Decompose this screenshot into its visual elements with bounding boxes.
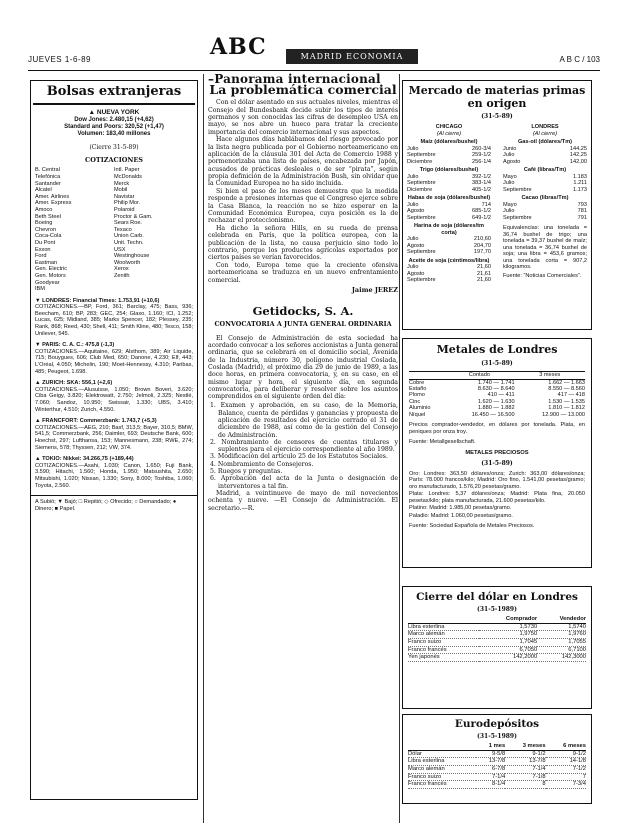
table-row <box>408 638 586 646</box>
ny-index-line: Standard and Poors: 320,52 (+1,47) <box>64 124 164 130</box>
london-block: ▼ LONDRES: Financial Times: 1.753,91 (+10,6) COTIZACIONES.—BP, Ford, 361; Barclay, 475; Bass, 936; Beecham, 610; BP, 283; GEC, 254; Glaxo, 1.160; ICI, 1.252; Lucas, 625; Midland, 385; Marks Spencer, 182; Plessey, 235; Rank, 868; Reed, 430; Shell, 411; Smith Kline, 480; Tesco, 158; Unilever, 545. <box>35 297 193 337</box>
table-header-row <box>408 743 586 750</box>
table-cell: Estaño <box>409 386 427 393</box>
ny-quotes-left <box>35 167 114 292</box>
commodity-price: 260-3/4 <box>472 145 491 152</box>
paladio-text: Paladio: Madrid: 1.060,00 pesetas/gramo. <box>409 512 513 519</box>
commodity-month: Mayo <box>503 173 517 180</box>
commodity-price: 685-1/2 <box>472 208 491 215</box>
quote-item: Navistar <box>114 193 135 200</box>
commodity-month: Septiembre <box>503 186 532 193</box>
quote-item: Philip Mor. <box>114 200 141 207</box>
table-header-cell: Contado <box>444 372 514 379</box>
table-cell: 1.740 — 1.741 <box>477 379 515 386</box>
notice-item: 1. Examen y aprobación, en su caso, de la Memoria, Balance, cuenta de pérdidas y ganancias y propuesta de aplicación de resultados del ejercicio cerrado el 31 de diciembre de 1988, así como de la gestión del Consejo de Administración. <box>210 402 398 439</box>
quote-item: Chevron <box>35 226 57 233</box>
table-cell: Cobre <box>409 379 425 386</box>
metales-source: Fuente: Metallgesellschaft. <box>409 439 476 446</box>
platino-text: Platino: Madrid: 1.985,00 pesetas/gramo. <box>409 505 512 512</box>
quote-item: Westinghouse <box>114 253 150 260</box>
chicago-sub: (Al cierre) <box>436 130 462 137</box>
commodity-price: 144,25 <box>569 145 587 152</box>
table-cell: 6,7100 <box>537 646 586 654</box>
quote-item: Gen. Electric <box>35 266 68 273</box>
table-cell: 9-1/2 <box>505 750 545 758</box>
table-cell: Plomo <box>409 392 425 399</box>
metales-table <box>409 371 585 418</box>
quote-item: Merck <box>114 180 130 187</box>
euro-date: (31-5-1989) <box>477 733 517 740</box>
materias-date: (31-5-89) <box>481 113 513 120</box>
commodity-month: Julio <box>407 201 419 208</box>
table-row <box>408 765 586 773</box>
table-cell: Marco alemán <box>408 765 476 773</box>
commodity-price: 259-1/2 <box>472 152 491 159</box>
materias-primas-box <box>402 80 592 330</box>
commodity-month: Diciembre <box>407 186 433 193</box>
bolsas-title: Bolsas extranjeras <box>46 84 182 99</box>
metales-note: Precios comprador-vendedor, en dólares por tonelada. Plata, en peniques por onza troy. <box>409 422 585 435</box>
notice-item: 5. Ruegos y preguntas. <box>210 468 283 476</box>
table-cell: 8-1/4 <box>476 781 505 789</box>
article-paragraph: Si bien el paso de los meses demuestra que la medida responde a presiones internas que el Congreso ejerce sobre la Casa Blanca, la reacción no se hizo esperar en la Comunidad Económica Europea, cuya posición es la de rechazar el proteccionismo. <box>208 187 398 225</box>
commodity-price: 1.211 <box>573 180 587 187</box>
article-signature: Jaime JEREZ <box>351 285 398 294</box>
commodity-row <box>407 187 491 194</box>
commodity-month: Septiembre <box>407 277 436 284</box>
commodity-price: 256-1/4 <box>472 158 491 165</box>
newspaper-logo: ABC <box>210 34 267 60</box>
table-cell: 1,9760 <box>537 631 586 639</box>
table-cell: 7-3/4 <box>546 781 586 789</box>
quote-item: Gen. Motors <box>35 272 66 279</box>
commodity-price: 21,60 <box>477 264 491 271</box>
commodity-price: 649-1/2 <box>472 214 491 221</box>
page-header <box>28 34 600 70</box>
commodity-month: Agosto <box>407 242 425 249</box>
cotizaciones-title: COTIZACIONES <box>85 156 143 165</box>
ny-index-lines <box>31 117 197 138</box>
table-cell: Franco suizo <box>408 638 479 646</box>
commodity-row <box>407 249 491 256</box>
table-cell: 6,7050 <box>479 646 537 654</box>
chicago-title: CHICAGO <box>435 124 463 131</box>
table-cell: Yen japonés <box>408 654 479 662</box>
notice-item: 2. Nombramiento de censores de cuentas titulares y suplentes para el ejercicio correspondiente al año 1989. <box>210 438 398 454</box>
issue-date: JUEVES 1-6-89 <box>28 55 91 64</box>
quote-item: USX <box>114 246 126 253</box>
zurich-quotes: COTIZACIONES.—Alusuisse, 1.050; Brown Boveri, 3.620; Ciba Geigy, 3.820; Elektrowatt, 2.750; Jelmoli, 2.325; Nestlé, 7.060; Sandoz, 10.950; Swissair, 1.330; UBS, 3.410; Winterthur, 4.510; Zurich, 4.550. <box>35 386 193 413</box>
commodity-title: Cacao (libras/Tm) <box>521 195 569 202</box>
commodity-month: Agosto <box>407 208 425 215</box>
table-cell: Libra esterlina <box>408 758 476 766</box>
metales-date: (31-5-89) <box>481 360 513 367</box>
table-cell: 6-7/8 <box>476 765 505 773</box>
table-cell: Franco suizo <box>408 773 476 781</box>
table-header-cell: 6 meses <box>546 743 586 750</box>
dolar-date: (31-5-1989) <box>477 606 517 613</box>
table-row <box>408 654 586 662</box>
commodity-month: Julio <box>503 180 515 187</box>
commodity-title: Aceite de soja (céntimos/libra) <box>408 257 490 264</box>
table-header-cell <box>409 372 444 379</box>
table-cell: 7-1/8 <box>505 773 545 781</box>
table-cell: 410 — 411 <box>487 392 515 399</box>
tokio-block: ▲ TOKIO: Nikkei: 34.266,75 (+189,44) COTIZACIONES.—Asahi, 1.030; Canon, 1.650; Fuji Bank, 3.590; Hitachi, 1.560; Honda, 1.950; Matsushita, 2.650; Mitsubishi, 1.020; Nissan, 1.330; Sony, 8.000; Toshiba, 1.060; Toyota, 2.560. <box>35 456 193 489</box>
ny-quotes <box>31 167 197 292</box>
article-headline: La problemática comercial <box>209 82 397 98</box>
article-paragraph: Hace algunos días hablábamos del riesgo provocado por la lista negra publicada por el Gobierno norteamericano en aplicación de la cláusula 301 del Acta de Comercio 1988 y pormenorizaba una lista de países, encabezada por Japón, acusados de prácticas desleales o de ser “pirata”, según propia definición de la Administración Bush, sin olvidar que la Comunidad Europea no ha sido incluida. <box>208 136 398 188</box>
column-divider <box>203 74 204 823</box>
quote-item: Proctor & Gam. <box>114 213 153 220</box>
table-cell: 13-7/8 <box>505 758 545 766</box>
commodity-month: Julio <box>503 152 515 159</box>
commodity-month: Julio <box>503 208 515 215</box>
commodity-row <box>407 215 491 222</box>
column-divider <box>399 74 400 823</box>
frankfurt-index: FRANCFORT: Commerzbank: 1.743,7 (+5,3) <box>42 418 157 425</box>
table-cell: 1,5730 <box>479 623 537 631</box>
table-cell: 1.620 — 1.630 <box>477 398 515 405</box>
table-header-row <box>409 372 585 379</box>
table-cell: 7-1/2 <box>546 765 586 773</box>
table-cell: 14-1/8 <box>546 758 586 766</box>
table-cell: Franco francés <box>408 646 479 654</box>
zurich-index: ZURICH: SKA: 556,1 (+2,6) <box>42 380 113 387</box>
metales-box <box>402 338 592 568</box>
tokio-index: TOKIO: Nikkei: 34.266,75 (+189,44) <box>42 456 134 463</box>
quote-item: Du Pont <box>35 239 56 246</box>
bolsas-extranjeras-box <box>30 80 198 800</box>
preciosos-title: METALES PRECIOSOS <box>465 449 529 456</box>
table-cell: 13-7/8 <box>476 758 505 766</box>
commodity-month: Julio <box>407 173 419 180</box>
commodity-month: Mayo <box>503 201 517 208</box>
table-cell: 142,2000 <box>479 654 537 662</box>
table-row <box>408 773 586 781</box>
materias-source: Fuente: “Noticias Comerciales”. <box>503 272 582 279</box>
table-cell: 16.450 — 16.500 <box>471 411 515 418</box>
table-cell: 9-5/8 <box>476 750 505 758</box>
section-banner: MADRID ECONOMIA <box>286 49 418 64</box>
article-paragraph: Ha dicho la señora Hills, en su rueda de prensa celebrada en París, que la política europea, con la publicación de la lista, no causa perjuicio sino todo lo contrario, porque los productos agrícolas exportados por ciertos países se verían favorecidos. <box>208 224 398 262</box>
commodity-title: Harina de soja (dólares/tm corta) <box>414 223 484 236</box>
materias-note: Equivalencias: una tonelada = 36,74 bushel de trigo; una tonelada = 39,37 bushel de maíz; una tonelada = 36,74 bushel de soja; una libra = 453,6 gramos; una tonelada corta = 907,2 kilogramos. <box>503 225 587 271</box>
commodity-month: Septiembre <box>407 180 436 187</box>
dolar-table <box>408 616 586 662</box>
notice-item: 4. Nombramiento de Consejeros. <box>210 460 314 468</box>
commodity-price: 21,60 <box>477 277 491 284</box>
table-cell: 7 <box>546 773 586 781</box>
main-article <box>208 72 398 512</box>
commodity-month: Septiembre <box>407 214 436 221</box>
commodity-row <box>503 159 587 166</box>
commodity-price: 21,61 <box>477 270 491 277</box>
commodity-month: Diciembre <box>407 158 433 165</box>
quote-item: Amer. Express <box>35 200 72 207</box>
commodity-month: Julio <box>407 264 419 271</box>
table-cell: 12.900 — 13.000 <box>542 411 585 418</box>
table-header-cell: 1 mes <box>476 743 505 750</box>
table-cell: Níquel <box>409 411 426 418</box>
table-cell: 417 — 418 <box>557 392 585 399</box>
article-body <box>208 99 398 283</box>
quote-item: Zenith <box>114 272 130 279</box>
commodity-title: Gas-oil (dólares/Tm) <box>517 139 573 146</box>
table-cell: 8.630 — 8.640 <box>477 386 515 393</box>
commodity-row <box>407 159 491 166</box>
table-row <box>409 412 585 418</box>
table-cell: Dólar <box>408 750 476 758</box>
commodity-row <box>407 277 491 284</box>
commodity-title: Trigo (dólares/bushel) <box>419 167 479 174</box>
quote-item: Unit. Techn. <box>114 239 144 246</box>
quote-item: Ford <box>35 253 47 260</box>
table-cell: 1,7055 <box>537 638 586 646</box>
commodity-title: Café (libras/Tm) <box>523 167 567 174</box>
title-rule <box>33 103 195 105</box>
commodity-title: Maíz (dólares/bushel) <box>420 139 478 146</box>
tokio-quotes: COTIZACIONES.—Asahi, 1.030; Canon, 1.650; Fuji Bank, 3.590; Hitachi, 1.560; Honda, 1.950; Matsushita, 2.650; Mitsubishi, 1.020; Nissan, 1.330; Sony, 8.000; Toshiba, 1.060; Toyota, 2.560. <box>35 462 193 489</box>
close-date: (Cierre 31-5-89) <box>89 144 139 151</box>
londres-sub: (Al cierre) <box>532 130 558 137</box>
quote-item: Beth Steel <box>35 213 61 220</box>
table-cell: 8 <box>505 781 545 789</box>
chicago-column <box>407 124 497 284</box>
table-cell: 7-1/4 <box>505 765 545 773</box>
commodity-price: 197,70 <box>473 249 491 256</box>
quote-item: Union Carb. <box>114 233 144 240</box>
londres-column <box>497 124 587 284</box>
frankfurt-block: ▲ FRANCFORT: Commerzbank: 1.743,7 (+5,3) COTIZACIONES.—AEG, 210; Basf, 313,5; Bayer, 310,5; BMW, 541,5; Commerzbank, 256; Daimler, 693; Deutsche Bank, 600; Hoechst, 297; Lufthansa, 153; Mannesmann, 238; RWE, 274; Siemens, 578; Thyssen, 212; VW, 374. <box>35 418 193 451</box>
commodity-price: 714 <box>481 201 491 208</box>
commodity-month: Septiembre <box>503 214 532 221</box>
oro-text: Oro: Londres: 363,50 dólares/onza; Zurich: 363,00 dólares/onza; París: 78.000 francos/kilo; Madrid: Oro fino, 1.541,00 pesetas/gramo; oro manufacturado, 1.576,20 pesetas/gramo. <box>409 470 585 490</box>
table-header-cell <box>408 616 479 623</box>
paris-index: PARIS: C. A. C.: 475,8 (-1,3) <box>42 342 115 349</box>
table-cell: 9-1/2 <box>546 750 586 758</box>
table-header-cell <box>408 743 476 750</box>
preciosos-date: (31-5-89) <box>481 459 513 467</box>
quote-item: Woolworth <box>114 259 141 266</box>
new-york-block: ▲ NUEVA YORK Dow Jones: 2.480,15 (+4,62) Standard and Poors: 320,52 (+1,47) Volumen: 183,40 millones <box>31 109 197 138</box>
euro-title: Eurodepósitos <box>454 718 540 730</box>
metales-title: Metales de Londres <box>436 343 558 356</box>
table-header-cell: 3 meses <box>515 372 585 379</box>
london-quotes: COTIZACIONES.—BP, Ford, 361; Barclay, 475; Bass, 936; Beecham, 610; BP, 283; GEC, 254; Glaxo, 1.160; ICI, 1.252; Lucas, 625; Midland, 385; Marks Spencer, 182; Plessey, 235; Rank, 868; Reed, 430; Shell, 411; Smith Kline, 480; Tesco, 158; Unilever, 545. <box>35 304 193 337</box>
table-cell: Marco alemán <box>408 631 479 639</box>
table-row <box>408 750 586 758</box>
table-cell: 1,5740 <box>537 623 586 631</box>
table-cell: 142,3000 <box>537 654 586 662</box>
frankfurt-quotes: COTIZACIONES.—AEG, 210; Basf, 313,5; Bayer, 310,5; BMW, 541,5; Commerzbank, 256; Daimler, 693; Deutsche Bank, 600; Hoechst, 297; Lufthansa, 153; Mannesmann, 238; RWE, 274; Siemens, 578; Thyssen, 212; VW, 374. <box>35 424 193 451</box>
commodity-price: 142,25 <box>569 152 587 159</box>
table-cell: 1.810 — 1.812 <box>548 405 585 412</box>
header-rule <box>28 70 600 71</box>
quote-item: Amer. Airlines <box>35 193 70 200</box>
quote-item: Xerox <box>114 266 129 273</box>
notice-items <box>208 402 398 490</box>
article-kicker: –Panorama internacional <box>208 72 381 86</box>
quote-item: Coca-Cola <box>35 233 62 240</box>
euro-table <box>408 743 586 789</box>
eurodepositos-box <box>402 714 592 804</box>
commodity-price: 392-1/2 <box>472 173 491 180</box>
table-cell: 1.530 — 1.535 <box>548 398 585 405</box>
notice-item: 6. Aprobación del acta de la Junta o designación de interventores a tal fin. <box>210 475 398 490</box>
notice-text: El Consejo de Administración de esta sociedad ha acordado convocar a los señores accionistas a Junta general ordinaria, que se celebrará en el domicilio social, Avenida de la Industria, número 30, polígono industrial Coslada, Coslada (Madrid), el próximo día 29 de junio de 1989, a las doce horas, en primera convocatoria, y, en su caso, en el mismo lugar y hora, el siguiente día, en segunda convocatoria, para deliberar y resolver sobre los asuntos comprendidos en el siguiente orden del día: <box>208 334 398 401</box>
commodity-price: 204,70 <box>473 242 491 249</box>
ny-quotes-right <box>114 167 193 292</box>
commodity-month: Agosto <box>407 270 425 277</box>
quote-item: Santander <box>35 180 61 187</box>
table-cell: 1,9750 <box>479 631 537 639</box>
quote-item: Goodyear <box>35 279 60 286</box>
article-paragraph: Con todo, Europa teme que la creciente ofensiva norteamericana se traduzca en un nuevo enfrentamiento comercial. <box>208 261 398 284</box>
quote-item: Intl. Paper <box>114 167 140 174</box>
quote-item: Sears Roe. <box>114 220 142 227</box>
dolar-box <box>402 586 592 709</box>
commodity-month: Septiembre <box>407 152 436 159</box>
table-cell: 1.662 — 1.663 <box>548 379 585 386</box>
commodity-price: 405-1/2 <box>472 186 491 193</box>
quote-item: McDonalds <box>114 174 142 180</box>
quote-item: Telefónica <box>35 174 61 180</box>
quote-item: Eastman <box>35 259 58 266</box>
commodity-title: Habas de soja (dólares/bushel) <box>407 195 491 202</box>
notice-body <box>208 335 398 512</box>
london-index: LONDRES: Financial Times: 1.753,91 (+10,6) <box>42 297 160 304</box>
commodity-month: Julio <box>407 236 419 243</box>
table-header-cell: Vendedor <box>537 616 586 623</box>
table-row <box>408 631 586 639</box>
table-row <box>409 379 585 386</box>
materias-columns <box>403 120 591 284</box>
quote-item: Boeing <box>35 220 53 227</box>
table-header-cell: 3 meses <box>505 743 545 750</box>
plata-text: Plata: Londres: 5,37 dólares/onza; Madrid: Plata fina, 20.050 pesetas/kilo; plata manufacturada, 21.600 pesetas/kilo. <box>409 491 585 504</box>
table-header-row <box>408 616 586 623</box>
quote-item: Amoco <box>35 206 53 213</box>
table-row <box>408 758 586 766</box>
commodity-month: Agosto <box>503 158 521 165</box>
article-kicker-text: Panorama internacional <box>214 72 381 86</box>
commodity-price: 210,60 <box>473 236 491 243</box>
londres-title: LONDRES <box>531 124 559 131</box>
commodity-price: 1.183 <box>573 173 587 180</box>
zurich-block: ▲ ZURICH: SKA: 556,1 (+2,6) COTIZACIONES.—Alusuisse, 1.050; Brown Boveri, 3.620; Ciba Geigy, 3.820; Elektrowatt, 2.750; Jelmoli, 2.325; Nestlé, 7.060; Sandoz, 10.950; Swissair, 1.330; UBS, 3.410; Winterthur, 4.510; Zurich, 4.550. <box>35 380 193 413</box>
commodity-month: Junio <box>503 145 517 152</box>
table-header-cell: Comprador <box>479 616 537 623</box>
materias-title: Mercado de materias primas en origen <box>408 84 586 110</box>
ny-index-line: Dow Jones: 2.480,15 (+4,62) <box>74 117 154 123</box>
table-cell: Aluminio <box>409 405 431 412</box>
commodity-price: 1.173 <box>573 186 587 193</box>
quote-item: Polaroid <box>114 206 135 213</box>
quote-item: Alcatel <box>35 187 52 194</box>
commodity-month: Julio <box>407 145 419 152</box>
article-paragraph: Con el dólar asentado en sus actuales niveles, mientras el Consejo del Bundesbank decide subir los tipos de interés germanos y son conocidas las cifras de desempleo USA en mayo, se nos abre un hueco para tratar la creciente importancia del comercio internacional y sus aspectos. <box>208 99 398 136</box>
quote-item: Exxon <box>35 246 51 253</box>
table-cell: 7-1/4 <box>476 773 505 781</box>
paris-quotes: COTIZACIONES.—Aquitaine, 629; Alsthom, 389; Air Liquide, 715; Bouygues, 606; Club Med, 650; Danone, 4.230; Elf, 443; L'Oréal, 4.050; Michelin, 190; Moet-Hennessy, 4.310; Paribas, 485; Peugeot, 1.698. <box>35 348 193 375</box>
dolar-title: Cierre del dólar en Londres <box>416 591 578 603</box>
quote-item: IBM <box>35 286 45 293</box>
commodity-month: Septiembre <box>407 249 436 256</box>
table-row <box>408 646 586 654</box>
commodity-row <box>503 215 587 222</box>
notice-heading: CONVOCATORIA A JUNTA GENERAL ORDINARIA <box>214 320 392 329</box>
page-number: A B C / 103 <box>559 55 600 64</box>
table-cell: Franco francés <box>408 781 476 789</box>
table-cell: Cinc <box>409 398 421 405</box>
symbol-legend: A Subió; ▼ Bajó; □ Repitió; ◇ Ofrecido; ○ Demandado; ● Dinero; ■ Papel. <box>31 495 197 512</box>
table-cell: 8.550 — 8.560 <box>548 386 585 393</box>
commodity-price: 791 <box>577 214 587 221</box>
table-cell: Libra esterlina <box>408 623 479 631</box>
notice-closing: Madrid, a veintinueve de mayo de mil novecientos ochenta y nueve. —El Consejo de Administración. El secretario.—R. <box>208 489 398 512</box>
ny-index-line: Volumen: 183,40 millones <box>77 131 151 137</box>
quote-item: Mobil <box>114 187 128 194</box>
commodity-row <box>503 187 587 194</box>
notice-item: 3. Modificación del artículo 25 de los Estatutos Sociales. <box>210 453 388 461</box>
table-row <box>408 623 586 631</box>
preciosos-source: Fuente: Sociedad Española de Metales Preciosos. <box>409 523 535 530</box>
table-cell: 1,7045 <box>479 638 537 646</box>
table-row <box>408 781 586 789</box>
commodity-price: 793 <box>577 201 587 208</box>
quote-item: B. Central <box>35 167 60 174</box>
commodity-price: 781 <box>577 208 587 215</box>
paris-block: ▼ PARIS: C. A. C.: 475,8 (-1,3) COTIZACIONES.—Aquitaine, 629; Alsthom, 389; Air Liquide, 715; Bouygues, 606; Club Med, 650; Danone, 4.230; Elf, 443; L'Oréal, 4.050; Michelin, 190; Moet-Hennessy, 4.310; Paribas, 485; Peugeot, 1.698. <box>35 342 193 375</box>
ny-title: NUEVA YORK <box>96 109 140 116</box>
notice-company: Getidocks, S. A. <box>252 304 354 319</box>
commodity-price: 383-1/4 <box>472 180 491 187</box>
table-cell: 1.880 — 1.882 <box>477 405 515 412</box>
commodity-price: 142,00 <box>569 158 587 165</box>
quote-item: Texaco <box>114 226 132 233</box>
